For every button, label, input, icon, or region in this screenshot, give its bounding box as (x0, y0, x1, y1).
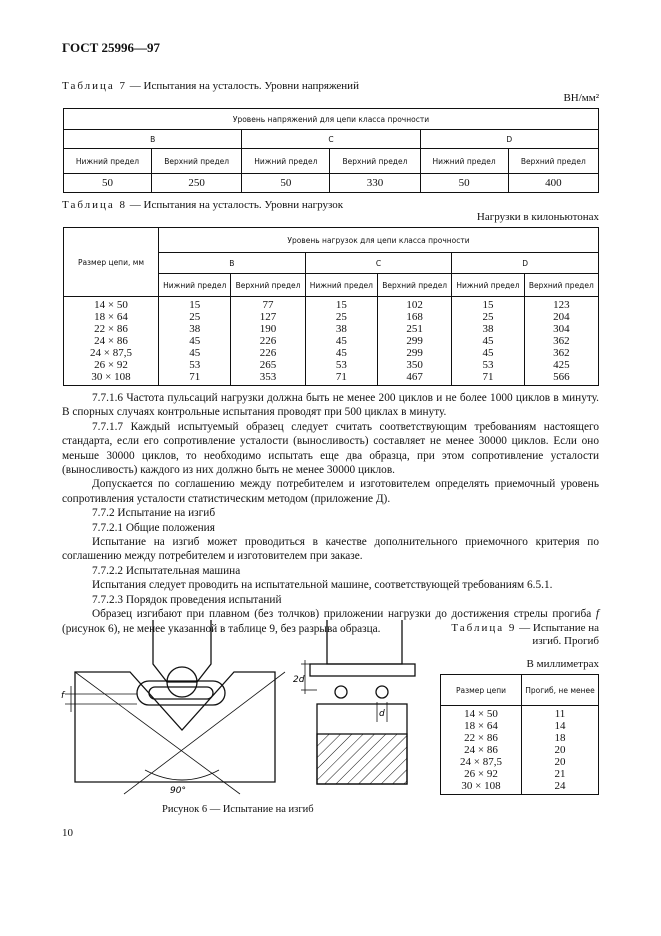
table9-cell: 24 × 87,5 (460, 756, 502, 768)
table9-cell: 21 (554, 768, 566, 780)
table9-cell: 22 × 86 (464, 732, 498, 744)
table8-group-header: Уровень нагрузок для цепи класса прочности (159, 228, 599, 253)
table8-class-c: C (305, 253, 452, 274)
table8-cell: 265 (259, 359, 277, 371)
table8 (63, 227, 599, 386)
centre-line (124, 672, 285, 794)
table8-cell: 24 × 86 (94, 335, 128, 347)
table8-class-d: D (452, 253, 599, 274)
table8-cell: 45 (189, 347, 201, 359)
roller-left (335, 686, 347, 698)
body-text (62, 391, 599, 636)
table8-cell: 299 (406, 347, 423, 359)
table8-cell: 45 (189, 335, 201, 347)
table8-cell: 226 (259, 347, 277, 359)
table9-caption-text-2: изгиб. Прогиб (532, 635, 599, 647)
angle-arc (145, 770, 219, 780)
table7-subheader: Верхний предел (330, 149, 420, 174)
table8-caption-text: — Испытания на усталость. Уровни нагрузок (127, 199, 344, 211)
punch-side (327, 620, 402, 664)
table8-cell: 25 (482, 311, 494, 323)
table8-cell: 45 (482, 335, 494, 347)
table7-class-c: C (242, 130, 420, 149)
chain-link-specimen (137, 681, 225, 705)
table9-cell: 24 × 86 (464, 744, 498, 756)
table7-subheader: Нижний предел (420, 149, 508, 174)
heading-7-7-2-3: 7.7.2.3 Порядок проведения испытаний (92, 593, 282, 606)
bending-test-figure (55, 612, 430, 802)
table9-size-column (441, 706, 522, 795)
table8-cell: 251 (406, 323, 423, 335)
table8-cell: 353 (259, 371, 277, 383)
table8-subheader: Верхний предел (231, 274, 305, 297)
table8-cell: 71 (482, 371, 494, 383)
table8-subheader: Верхний предел (524, 274, 598, 297)
table8-cell: 168 (406, 311, 423, 323)
table8-cell: 299 (406, 335, 423, 347)
table8-column (378, 297, 452, 386)
table8-cell: 18 × 64 (94, 311, 128, 323)
angle-label: 90° (170, 786, 186, 796)
table8-column (159, 297, 231, 386)
table8-caption (62, 199, 343, 211)
table8-cell: 53 (189, 359, 201, 371)
table8-cell: 45 (335, 347, 347, 359)
table8-cell: 30 × 108 (91, 371, 131, 383)
paragraph-7-7-1-7: 7.7.1.7 Каждый испытуемый образец следует считать соответствующим требованиям настоящего стандарта, если его сопротивление усталости (выносливость) составляет не менее 30000 циклов. Если оно меньше 30000 циклов, то необходимо испытать еще два образца, при этом сопротивление усталости (выносливость) каждого из них должно быть не менее 30000 циклов. (62, 420, 599, 477)
table8-cell: 15 (335, 299, 347, 311)
table8-cell: 45 (335, 335, 347, 347)
table8-cell: 14 × 50 (94, 299, 128, 311)
dim-d-label: d (379, 709, 385, 719)
table7-subheader: Верхний предел (508, 149, 598, 174)
table8-caption-label: Таблица 8 (62, 199, 128, 211)
table8-cell: 77 (262, 299, 274, 311)
table8-size-column (64, 297, 159, 386)
table8-cell: 304 (553, 323, 570, 335)
table7-subheader: Верхний предел (152, 149, 242, 174)
table7-subheader: Нижний предел (64, 149, 152, 174)
table8-cell: 350 (406, 359, 423, 371)
heading-7-7-2-2: 7.7.2.2 Испытательная машина (92, 564, 241, 577)
table7 (63, 108, 599, 193)
table7-cell: 330 (330, 174, 420, 193)
table9-units: В миллиметрах (526, 658, 599, 670)
table8-units: Нагрузки в килоньютонах (476, 211, 599, 223)
punch (153, 620, 211, 682)
procedure-text-a: Образец изгибают при плавном (без толчков) приложении нагрузки до достижения стрелы прогиба (92, 608, 596, 621)
document-header: ГОСТ 25996—97 (62, 40, 161, 55)
table8-cell: 190 (259, 323, 277, 335)
table8-cell: 566 (553, 371, 570, 383)
table8-cell: 15 (189, 299, 201, 311)
table9-cell: 11 (554, 708, 566, 720)
table7-cell: 50 (64, 174, 152, 193)
table9-deflection-column (522, 706, 599, 795)
table8-cell: 15 (482, 299, 494, 311)
table8-class-b: B (159, 253, 306, 274)
deflection-label: f (61, 691, 65, 701)
paragraph-statistical: Допускается по соглашению между потребителем и изготовителем определять приемочный уровень сопротивления усталости статистическим методом (приложение Д). (62, 478, 599, 505)
table8-cell: 127 (259, 311, 277, 323)
figure-caption: Рисунок 6 — Испытание на изгиб (162, 804, 314, 815)
dim-2d-label: 2d (293, 675, 305, 685)
table7-subheader: Нижний предел (242, 149, 330, 174)
heading-7-7-2: 7.7.2 Испытание на изгиб (92, 507, 216, 520)
table7-cell: 250 (152, 174, 242, 193)
table7-cell: 400 (508, 174, 598, 193)
heading-7-7-2-1: 7.7.2.1 Общие положения (92, 521, 215, 534)
table8-cell: 38 (335, 323, 347, 335)
table8-subheader: Нижний предел (452, 274, 524, 297)
table9-deflection-header: Прогиб, не менее (522, 675, 599, 706)
table8-cell: 22 × 86 (94, 323, 128, 335)
table8-cell: 38 (189, 323, 201, 335)
table9-cell: 14 (554, 720, 566, 732)
table8-subheader: Нижний предел (159, 274, 231, 297)
table9-cell: 18 × 64 (464, 720, 498, 732)
table7-caption-label: Таблица 7 (62, 80, 128, 92)
table8-cell: 362 (553, 347, 570, 359)
table8-column (305, 297, 377, 386)
table7-cell: 50 (242, 174, 330, 193)
table8-column (524, 297, 598, 386)
table8-cell: 71 (335, 371, 347, 383)
table7-units: ВН/мм² (563, 92, 599, 104)
table9-caption-label: Таблица 9 (451, 622, 517, 634)
table9-cell: 24 (554, 780, 566, 792)
table8-subheader: Верхний предел (378, 274, 452, 297)
left-view-drawing (65, 620, 285, 794)
table8-cell: 123 (553, 299, 570, 311)
procedure-text-b: (рисунок 6), не менее указанной в таблице 9, без разрыва образца. (62, 622, 381, 635)
table9-cell: 14 × 50 (464, 708, 498, 720)
table7-cell: 50 (420, 174, 508, 193)
table7-class-d: D (420, 130, 598, 149)
table7-caption-text: — Испытания на усталость. Уровни напряжений (127, 80, 359, 92)
table9-cell: 20 (554, 744, 566, 756)
paragraph-7-7-1-6: 7.7.1.6 Частота пульсаций нагрузки должна быть не менее 200 циклов и не более 1000 циклов в минуту. В спорных случаях контрольные испытания проводят при 500 циклах в минуту. (62, 392, 599, 419)
roller-right (376, 686, 388, 698)
table8-subheader: Нижний предел (305, 274, 377, 297)
table9-cell: 20 (554, 756, 566, 768)
table8-cell: 102 (406, 299, 423, 311)
deflection-symbol: f (595, 608, 599, 621)
paragraph-machine: Испытания следует проводить на испытательной машине, соответствующей требованиям 6.5.1. (92, 579, 553, 592)
paragraph-bending-general: Испытание на изгиб может проводиться в качестве дополнительного приемочного критерия по соглашению между потребителем и изготовителем при заказе. (62, 536, 599, 563)
table7-group-header: Уровень напряжений для цепи класса прочности (64, 109, 599, 130)
table7-caption (62, 80, 359, 92)
table9-caption (440, 622, 599, 648)
table9 (440, 674, 599, 795)
right-view-drawing (301, 620, 415, 784)
table8-cell: 53 (482, 359, 494, 371)
table8-cell: 71 (189, 371, 201, 383)
table8-cell: 25 (189, 311, 201, 323)
table8-cell: 53 (335, 359, 347, 371)
table8-cell: 25 (335, 311, 347, 323)
table8-cell: 226 (259, 335, 277, 347)
die-block (75, 672, 275, 782)
table8-cell: 38 (482, 323, 494, 335)
table9-caption-text-1: — Испытание на (516, 622, 599, 634)
table8-cell: 204 (553, 311, 570, 323)
table9-cell: 30 × 108 (461, 780, 501, 792)
table8-cell: 24 × 87,5 (90, 347, 132, 359)
table9-cell: 18 (554, 732, 566, 744)
table8-cell: 362 (553, 335, 570, 347)
table9-cell: 26 × 92 (464, 768, 498, 780)
table8-size-header: Размер цепи, мм (64, 228, 159, 297)
table8-column (452, 297, 524, 386)
table9-size-header: Размер цепи (441, 675, 522, 706)
table8-cell: 467 (406, 371, 423, 383)
table8-cell: 45 (482, 347, 494, 359)
table8-column (231, 297, 305, 386)
page-number: 10 (62, 827, 73, 839)
specimen-side (310, 664, 415, 676)
table7-class-b: B (64, 130, 242, 149)
table8-cell: 26 × 92 (94, 359, 128, 371)
hatched-base (317, 734, 407, 784)
table8-cell: 425 (553, 359, 570, 371)
